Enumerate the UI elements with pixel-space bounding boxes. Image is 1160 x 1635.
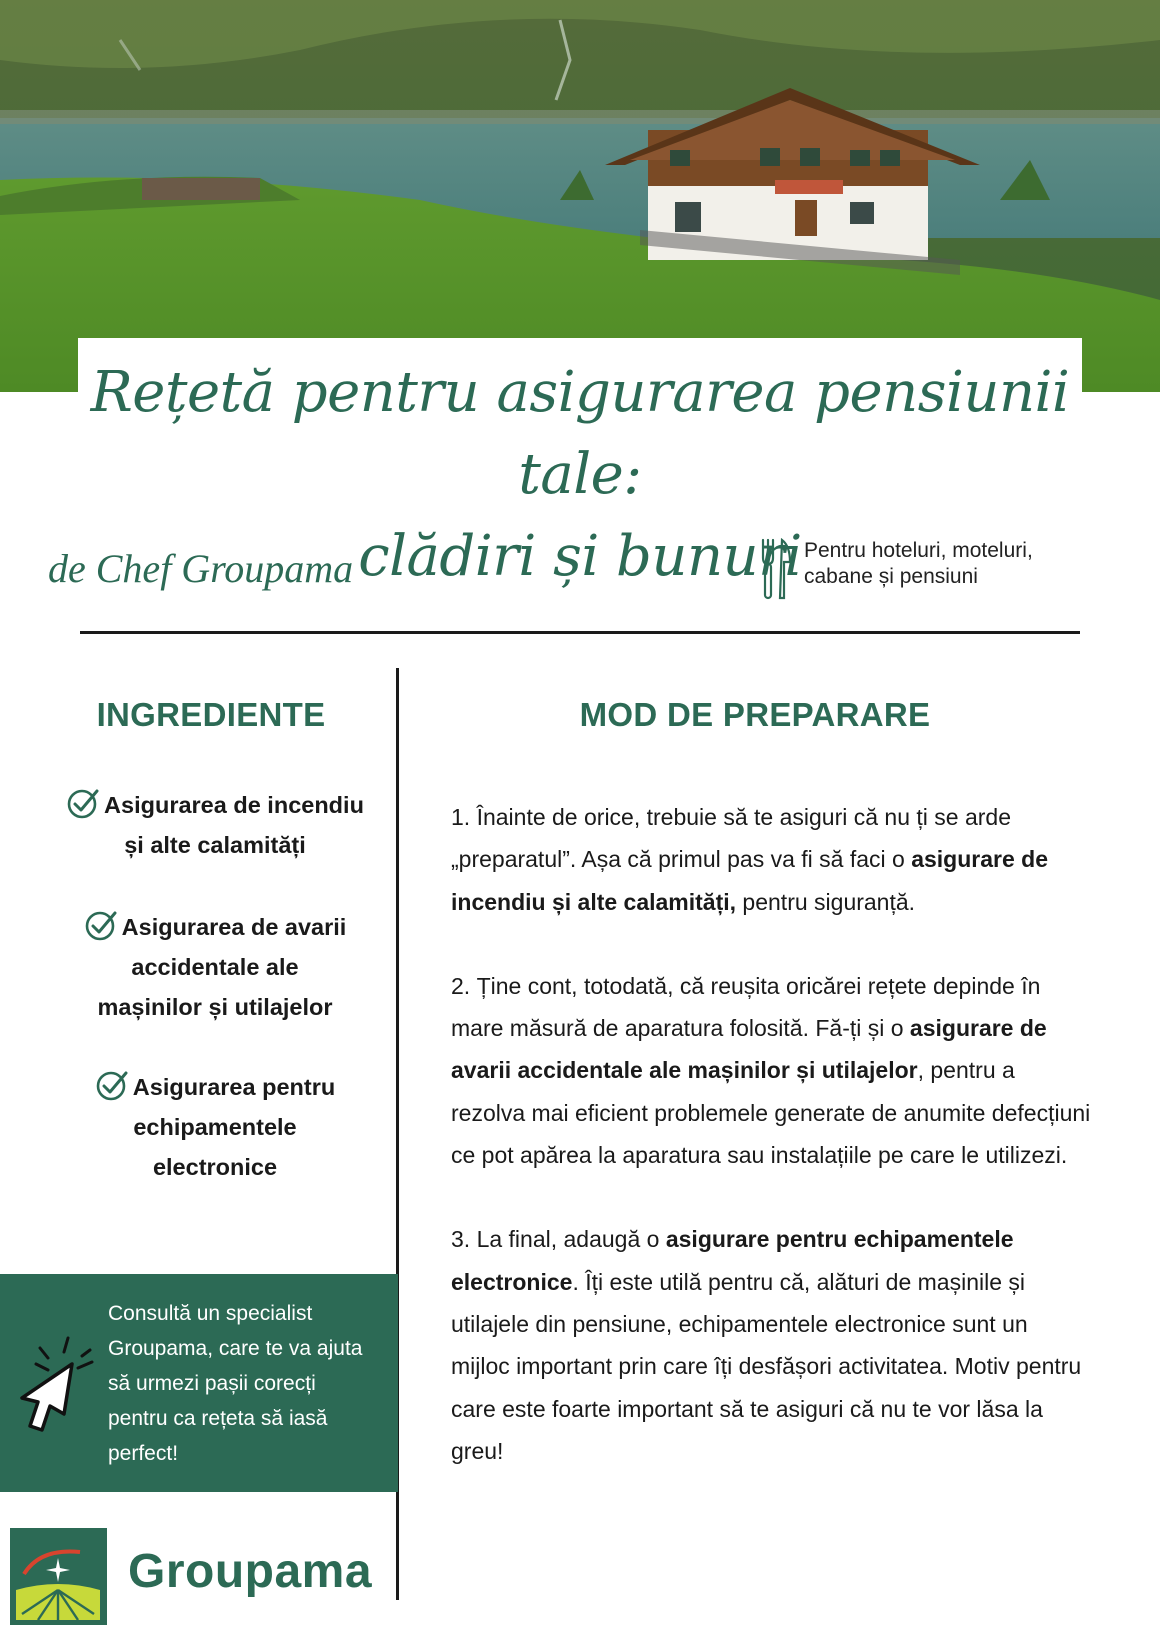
hero-photo: [0, 0, 1160, 392]
audience-line-2: cabane și pensiuni: [804, 565, 978, 588]
check-circle-icon: [66, 786, 100, 820]
cursor-click-icon: [18, 1334, 98, 1434]
step-3: [451, 1218, 1091, 1472]
step-1-text: 1. Înainte de orice, trebuie să te asiguri că nu ți se arde „preparatul”. Așa că primul pas va fi să faci o: [451, 804, 1011, 873]
title-line-2: clădiri și bunuri: [358, 524, 802, 589]
ingredient-line: Asigurarea de incendiu: [104, 792, 364, 818]
preparation-steps: [451, 796, 1091, 1514]
ingredient-line: echipamentele: [133, 1114, 297, 1140]
step-1: [451, 796, 1091, 923]
brand-name: Groupama: [128, 1545, 373, 1598]
audience-text: [804, 538, 1094, 590]
ingredient-item: [30, 785, 400, 865]
step-2-text: 2. Ține cont, totodată, că reușita oricărei rețete depinde în mare măsură de aparatura folosită. Fă-ți și o: [451, 972, 1041, 1042]
step-2-emphasis: asigurare de avarii accidentale ale mașinilor și utilajelor: [451, 1015, 1047, 1084]
step-3-emphasis: asigurare pentru echipamentele electronice: [451, 1226, 1014, 1295]
title-line-1: Rețetă pentru asigurarea pensiunii tale:: [90, 360, 1070, 507]
ingredient-line: mașinilor și utilajelor: [97, 994, 333, 1020]
step-1-emphasis: asigurare de incendiu și alte calamități,: [451, 846, 1048, 915]
step-2: [451, 965, 1091, 1176]
ingredient-line: Asigurarea de avarii: [121, 914, 347, 940]
cta-box: [0, 1274, 398, 1492]
ingredients-heading: INGREDIENTE: [96, 696, 326, 733]
audience-note: [760, 538, 1094, 600]
step-2-text-end: , pentru a rezolva mai eficient problemele generate de anumite defecțiuni ce pot apărea la aparatura sau instalațiile pe care le utilizezi.: [451, 1057, 1091, 1169]
horizontal-divider: [80, 631, 1080, 634]
cta-text: Consultă un specialist Groupama, care te va ajuta să urmezi pașii corecți pentru ca rețeta să iasă perfect!: [108, 1302, 363, 1465]
ingredient-line: electronice: [152, 1154, 278, 1180]
ingredient-item: [30, 907, 400, 1027]
check-circle-icon: [95, 1068, 129, 1102]
fork-knife-icon: [760, 538, 794, 600]
ingredient-line: accidentale ale: [131, 954, 299, 980]
byline: de Chef Groupama: [48, 546, 354, 591]
step-1-text-end: pentru siguranță.: [736, 888, 916, 915]
preparation-heading: MOD DE PREPARARE: [579, 696, 931, 733]
step-3-text: 3. La final, adaugă o: [451, 1226, 666, 1253]
audience-line-1: Pentru hoteluri, moteluri,: [804, 539, 1033, 562]
check-circle-icon: [84, 908, 118, 942]
ingredient-line: și alte calamități: [124, 832, 306, 858]
groupama-logo-icon: [10, 1528, 107, 1625]
ingredient-item: [30, 1067, 400, 1187]
ingredient-line: Asigurarea pentru: [132, 1074, 336, 1100]
step-3-text-end: . Îți este utilă pentru că, alături de mașinile și utilajele din pensiune, echipamentele electronice sunt un mijloc important prin care îți desfășori activitatea. Motiv pentru care este foarte important să te asiguri că nu te vor lăsa la greu!: [451, 1268, 1082, 1464]
